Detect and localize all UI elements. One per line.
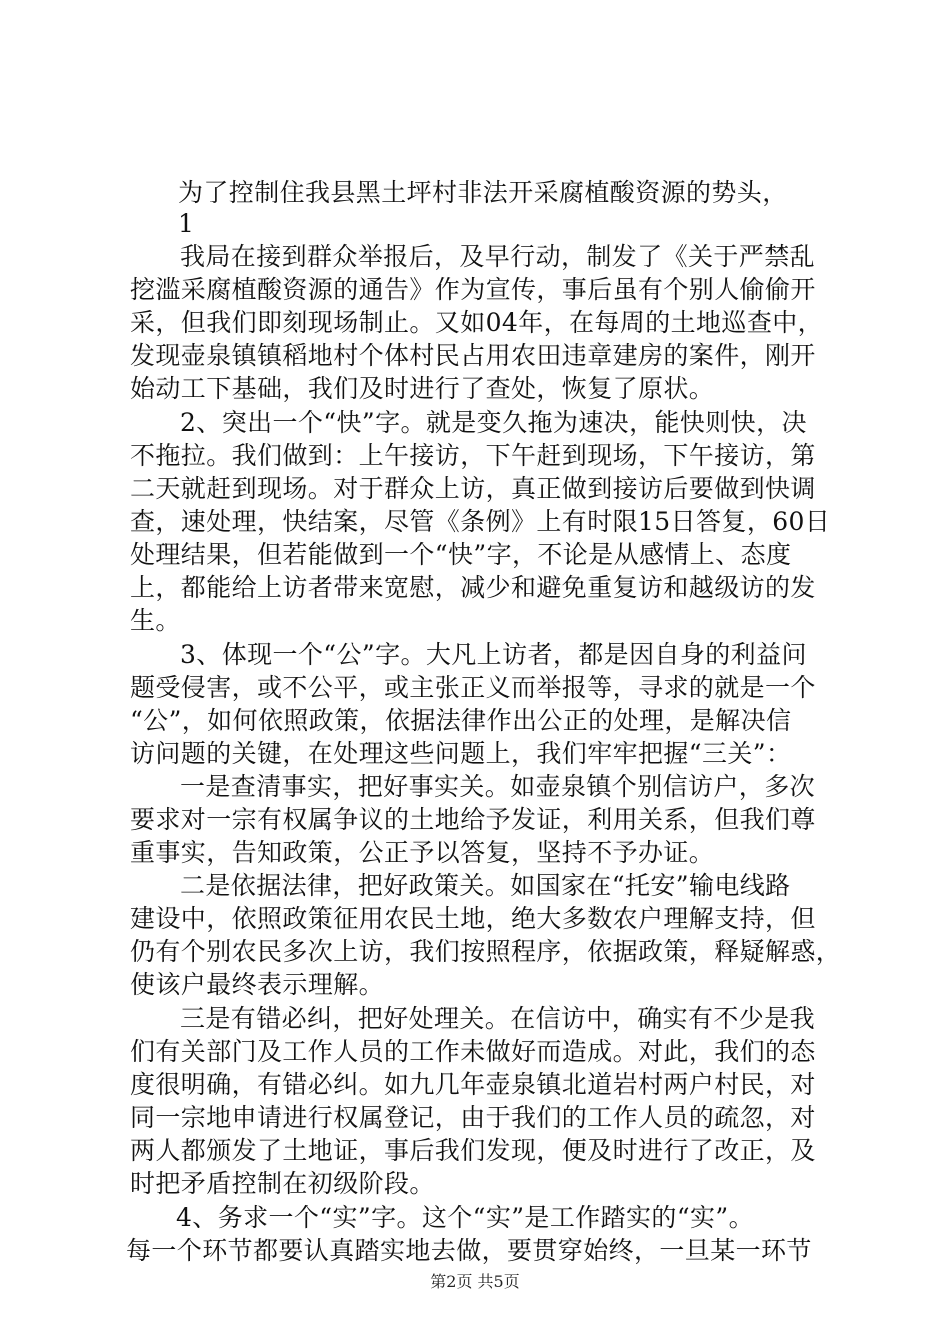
text-line: 使该户最终表示理解。 — [130, 970, 385, 999]
text-line: “公”，如何依照政策，依据法律作出公正的处理，是解决信 — [130, 706, 792, 735]
text-line: 不拖拉。我们做到：上午接访，下午赶到现场，下午接访，第 — [130, 441, 816, 470]
text-line: 2、突出一个“快”字。就是变久拖为速决，能快则快，决 — [180, 408, 807, 437]
text-line: 为了控制住我县黑土坪村非法开采腐植酸资源的势头， — [178, 178, 788, 207]
text-line: 仍有个别农民多次上访，我们按照程序，依据政策，释疑解惑， — [130, 937, 842, 966]
text-line: 度很明确，有错必纠。如九几年壶泉镇北道岩村两户村民，对 — [130, 1070, 816, 1099]
text-line: 三是有错必纠，把好处理关。在信访中，确实有不少是我 — [180, 1004, 816, 1033]
text-line: 二天就赶到现场。对于群众上访，真正做到接访后要做到快调 — [130, 474, 816, 503]
text-line: 4、务求一个“实”字。这个“实”是工作踏实的“实”。 — [176, 1203, 754, 1232]
text-line: 发现壶泉镇镇稻地村个体村民占用农田违章建房的案件，刚开 — [130, 341, 816, 370]
text-line: 二是依据法律，把好政策关。如国家在“托安”输电线路 — [180, 871, 791, 900]
page-number-footer: 第2页 共5页 — [430, 1272, 520, 1291]
text-line: 采，但我们即刻现场制止。又如04年，在每周的土地巡查中， — [130, 308, 824, 337]
text-line: 们有关部门及工作人员的工作未做好而造成。对此，我们的态 — [130, 1037, 816, 1066]
text-line: 处理结果，但若能做到一个“快”字，不论是从感情上、态度 — [130, 540, 792, 569]
text-line: 3、体现一个“公”字。大凡上访者，都是因自身的利益问 — [180, 640, 807, 669]
text-line: 始动工下基础，我们及时进行了查处，恢复了原状。 — [130, 374, 715, 403]
text-line: 1 — [178, 209, 195, 238]
text-line: 重事实，告知政策，公正予以答复，坚持不予办证。 — [130, 838, 715, 867]
text-line: 建设中，依照政策征用农民土地，绝大多数农户理解支持，但 — [130, 904, 816, 933]
text-line: 生。 — [130, 606, 181, 635]
text-line: 一是查清事实，把好事实关。如壶泉镇个别信访户，多次 — [180, 772, 816, 801]
text-line: 上，都能给上访者带来宽慰，减少和避免重复访和越级访的发 — [130, 573, 816, 602]
text-line: 挖滥采腐植酸资源的通告》作为宣传，事后虽有个别人偷偷开 — [130, 275, 816, 304]
text-line: 两人都颁发了土地证，事后我们发现，便及时进行了改正，及 — [130, 1136, 816, 1165]
text-line: 题受侵害，或不公平，或主张正义而举报等，寻求的就是一个 — [130, 673, 816, 702]
text-line: 我局在接到群众举报后，及早行动，制发了《关于严禁乱 — [180, 242, 816, 271]
text-line: 访问题的关键，在处理这些问题上，我们牢牢把握“三关”： — [130, 739, 792, 768]
text-line: 同一宗地申请进行权属登记，由于我们的工作人员的疏忽，对 — [130, 1103, 816, 1132]
text-line: 要求对一宗有权属争议的土地给予发证，利用关系，但我们尊 — [130, 805, 816, 834]
text-line: 时把矛盾控制在初级阶段。 — [130, 1169, 435, 1198]
text-line: 查，速处理，快结案，尽管《条例》上有时限15日答复，60日 — [130, 507, 831, 536]
text-line: 每一个环节都要认真踏实地去做，要贯穿始终，一旦某一环节 — [126, 1236, 812, 1265]
